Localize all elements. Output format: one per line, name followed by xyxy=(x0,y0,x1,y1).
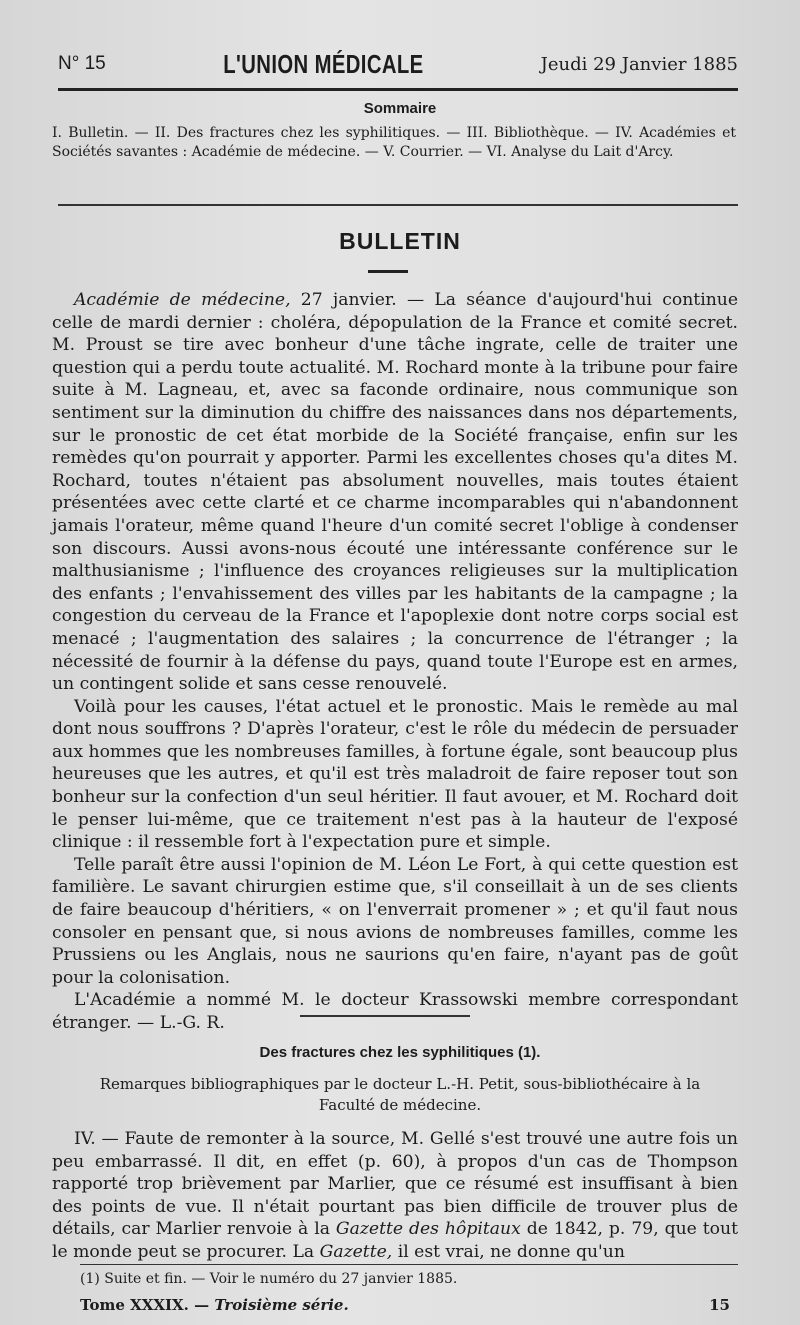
page-number: 15 xyxy=(709,1296,730,1314)
article-italic-ref: Gazette, xyxy=(319,1241,393,1262)
bulletin-paragraph: Voilà pour les causes, l'état actuel et le pronostic. Mais le remède au mal dont nous souffrons ? D'après l'orateur, c'est le rôle du médecin de persuader aux hommes que les nombreuses familles, à fortune égale, sont beaucoup plus heureuses que les autres, et qu'il est très maladroit de faire reposer tout son bonheur sur la confection d'un seul héritier. Il faut avouer, et M. Rochard doit le penser lui-même, que ce traitement n'est pas à la hauteur de l'exposé clinique : il ressemble fort à l'expectation pure et simple. xyxy=(52,696,738,853)
issue-date: Jeudi 29 Janvier 1885 xyxy=(540,53,738,75)
article-text: IV. — Faute de remonter à la source, M. Gellé s'est trouvé une autre fois un peu embarrassé. Il dit, en effet (p. 60), à propos d'un cas de Thompson rapporté trop brièvement par Marlier, que ce résumé est insuffisant à bien des points de vue. Il n'était pourtant pas bien difficile de trouver plus de détails, car Marlier renvoie à la xyxy=(52,1129,738,1240)
section-divider xyxy=(300,1015,470,1017)
article-title: Des fractures chez les syphilitiques (1). xyxy=(259,1044,541,1061)
sommaire-rule xyxy=(58,204,738,206)
sommaire-heading: Sommaire xyxy=(363,100,437,117)
journal-title: L'UNION MÉDICALE xyxy=(223,48,424,79)
bulletin-lead: Académie de médecine, xyxy=(74,290,291,310)
bulletin-paragraph-text: 27 janvier. — La séance d'aujourd'hui continue celle de mardi dernier : choléra, dépopulation de la France et comité secret. M. Proust se tire avec bonheur d'une tâche ingrate, celle de traiter une question qui a perdu toute actualité. M. Rochard monte à la tribune pour faire suite à M. Lagneau, et, avec sa faconde ordinaire, nous communique son sentiment sur la diminution du chiffre des naissances dans nos départements, sur le pronostic de cet état morbide de la Société française, enfin sur les remèdes qu'on pourrait y apporter. Parmi les excellentes choses qu'a dites M. Rochard, toutes n'étaient pas absolument nouvelles, mais toutes étaient présentées avec cette clarté et ce charme incomparables qui n'abandonnent jamais l'orateur, même quand l'heure d'un comité secret l'oblige à condenser son discours. Aussi avons-nous écouté une intéressante conférence sur le malthusianisme ; l'influence des croyances religieuses sur la multiplication des enfants ; l'envahissement des villes par les habitants de la campagne ; la congestion du cerveau de la France et l'apoplexie dont notre corps social est menacé ; l'augmentation des salaires ; la concurrence de l'étranger ; la nécessité de fournir à la défense du pays, quand toute l'Europe est en armes, un contingent solide et sans cesse renouvelé. xyxy=(52,290,739,695)
bulletin-body xyxy=(52,289,738,1035)
article-italic-ref: Gazette des hôpitaux xyxy=(335,1219,521,1240)
footnote-rule xyxy=(80,1264,738,1265)
series-label: Troisième série. xyxy=(214,1296,349,1314)
article-paragraph xyxy=(52,1128,738,1264)
bulletin-heading: BULLETIN xyxy=(339,228,461,254)
footnote: (1) Suite et fin. — Voir le numéro du 27 janvier 1885. xyxy=(80,1271,458,1287)
article-text: de 1842, p. 79, que tout le monde peut se procurer. La xyxy=(52,1219,738,1262)
article-text: il est vrai, ne donne qu'un xyxy=(392,1241,625,1262)
bulletin-paragraph xyxy=(52,289,738,696)
bulletin-paragraph: L'Académie a nommé M. le docteur Krassowski membre correspondant étranger. — L.-G. R. xyxy=(52,990,738,1033)
header-rule xyxy=(58,88,738,91)
bulletin-underline xyxy=(368,270,408,273)
article-subtitle: Remarques bibliographiques par le docteur L.-H. Petit, sous-bibliothécaire à la Faculté de médecine. xyxy=(99,1075,701,1114)
volume-info xyxy=(80,1296,349,1314)
article-body xyxy=(52,1128,738,1264)
page-footer xyxy=(80,1296,730,1314)
issue-number: N° 15 xyxy=(58,53,106,74)
page-header xyxy=(58,42,738,86)
sommaire-contents: I. Bulletin. — II. Des fractures chez les syphilitiques. — III. Bibliothèque. — IV. Académies et Sociétés savantes : Académie de médecine. — V. Courrier. — VI. Analyse du Lait d'Arcy. xyxy=(52,125,736,160)
bulletin-paragraph: Telle paraît être aussi l'opinion de M. Léon Le Fort, à qui cette question est familière. Le savant chirurgien estime que, s'il conseillait à un de ses clients de faire beaucoup d'héritiers, « on l'enverrait promener » ; et qu'il faut nous consoler en pensant que, si nous avions de nombreuses familles, comme les Prussiens ou les Anglais, nous ne saurions qu'en faire, n'ayant pas de goût pour la colonisation. xyxy=(52,854,738,988)
volume-label: Tome XXXIX. — xyxy=(80,1296,215,1314)
